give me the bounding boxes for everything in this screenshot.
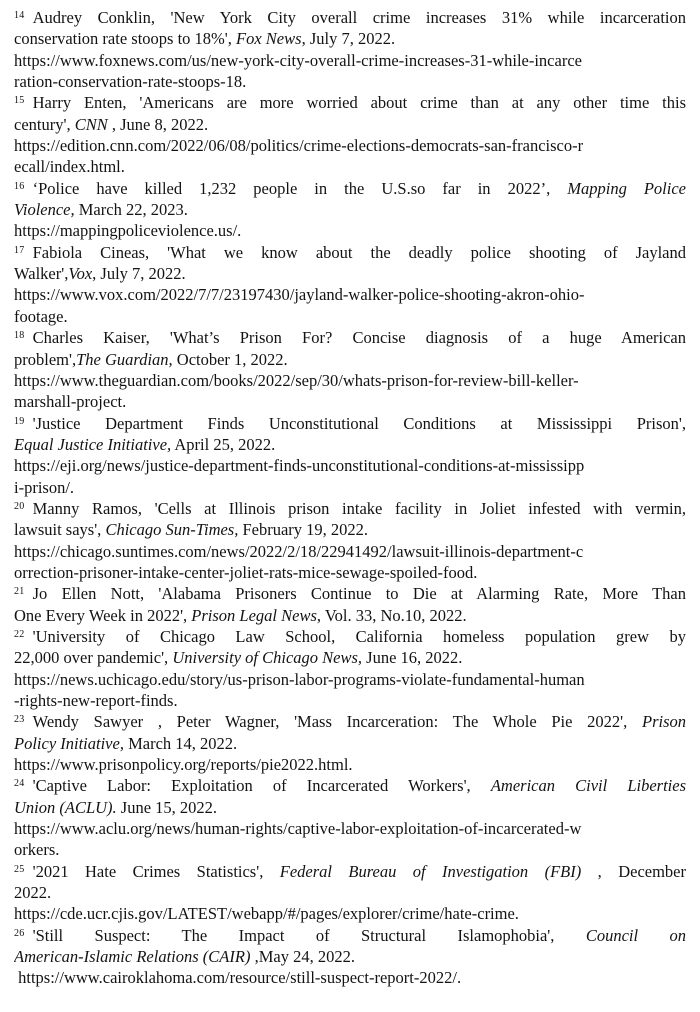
footnote-number: 26 <box>14 927 25 939</box>
citation-source-italic: Prison <box>641 712 686 732</box>
footnote-line <box>14 797 686 818</box>
footnote-first-line <box>14 711 686 732</box>
footnote-19 <box>14 413 686 498</box>
citation-text: June 15, 2022. <box>116 797 218 817</box>
citation-text: April 25, 2022. <box>171 434 276 454</box>
citation-url-text: https://www.cairoklahoma.com/resource/still-suspect-report-2022/. <box>14 968 462 988</box>
citation-source-italic: Equal Justice Initiative, <box>14 434 172 454</box>
footnote-line <box>14 946 686 967</box>
footnote-first-line <box>14 925 686 946</box>
citation-source-italic: CNN <box>74 114 108 134</box>
citation-url-text: https://www.prisonpolicy.org/reports/pie2022.html. <box>14 755 353 775</box>
footnote-line <box>14 690 686 711</box>
citation-text: Audrey Conklin, 'New York City overall crime increases 31% while incarceration <box>32 8 686 27</box>
footnote-first-line <box>14 92 686 113</box>
citation-text: February 19, 2022. <box>238 520 369 540</box>
citation-text: -rights-new-report-finds. <box>14 691 178 710</box>
citation-url-text: https://www.vox.com/2022/7/7/23197430/jayland-walker-police-shooting-akron-ohio- <box>14 285 585 305</box>
citation-text: lawsuit says', <box>14 520 106 540</box>
footnote-number: 22 <box>14 628 25 640</box>
citation-text: 'University of Chicago Law School, California homeless population grew by <box>32 626 686 646</box>
footnote-first-line <box>14 327 686 348</box>
footnote-line <box>14 733 686 754</box>
footnote-url-line <box>14 903 686 924</box>
footnote-number: 15 <box>14 95 25 107</box>
citation-source-italic: Policy Initiative, <box>14 733 124 753</box>
citation-text: ,May 24, 2022. <box>250 947 355 967</box>
footnote-number: 20 <box>14 500 25 512</box>
footnote-line <box>14 477 686 498</box>
citation-url-text: https://www.foxnews.com/us/new-york-city-overall-crime-increases-31-while-incarce <box>14 50 582 70</box>
footnote-line <box>14 71 686 92</box>
citation-text: Fabiola Cineas, 'What we know about the deadly police shooting of Jayland <box>32 242 686 262</box>
footnote-first-line <box>14 498 686 519</box>
footnote-first-line <box>14 861 686 882</box>
citation-url-text: https://news.uchicago.edu/story/us-prison-labor-programs-violate-fundamental-human <box>14 669 585 689</box>
citation-source-italic: Fox News <box>236 29 302 49</box>
footnote-url-line <box>14 754 686 775</box>
footnote-line <box>14 263 686 284</box>
footnote-number: 19 <box>14 415 25 427</box>
citation-text: One Every Week in 2022', <box>14 605 192 625</box>
citation-url-text: https://cde.ucr.cjis.gov/LATEST/webapp/#/pages/explorer/crime/hate-crime. <box>14 904 519 924</box>
footnote-20 <box>14 498 686 583</box>
footnote-url-line <box>14 818 686 839</box>
footnote-number: 21 <box>14 586 25 598</box>
citation-url-text: https://mappingpoliceviolence.us/. <box>14 221 242 241</box>
footnote-15 <box>14 92 686 177</box>
footnote-17 <box>14 242 686 327</box>
citation-text: 2022. <box>14 883 52 903</box>
footnote-url-line <box>14 541 686 562</box>
citation-text: i-prison/. <box>14 477 75 497</box>
citation-text: Jo Ellen Nott, 'Alabama Prisoners Continue to Die at Alarming Rate, More Than <box>32 584 686 604</box>
footnote-25 <box>14 861 686 925</box>
citation-text: , July 7, 2022. <box>301 29 396 49</box>
citation-text: , July 7, 2022. <box>92 264 186 284</box>
footnote-line <box>14 349 686 370</box>
citation-text: , Vol. 33, No.10, 2022. <box>316 605 467 625</box>
citation-text: century', <box>14 114 75 134</box>
footnote-number: 16 <box>14 180 25 192</box>
citation-source-italic: Chicago Sun-Times, <box>105 520 239 540</box>
footnote-url-line <box>14 284 686 305</box>
footnote-26 <box>14 925 686 989</box>
citation-source-italic: Violence, <box>14 200 75 220</box>
citation-url-text: https://chicago.suntimes.com/news/2022/2/18/22941492/lawsuit-illinois-department-c <box>14 541 584 561</box>
citation-text: March 22, 2023. <box>74 200 188 220</box>
citation-text: 'Captive Labor: Exploitation of Incarcerated Workers', <box>32 776 491 796</box>
footnote-21 <box>14 583 686 626</box>
footnote-line <box>14 647 686 668</box>
citation-url-text: https://www.aclu.org/news/human-rights/captive-labor-exploitation-of-incarcerated-w <box>14 819 582 839</box>
footnote-url-line <box>14 455 686 476</box>
footnote-line <box>14 28 686 49</box>
footnote-number: 18 <box>14 330 25 342</box>
citation-text: 22,000 over pandemic', <box>14 648 173 668</box>
citation-text: ‘Police have killed 1,232 people in the U.S.so far in 2022’, <box>32 178 568 198</box>
footnote-16 <box>14 178 686 242</box>
footnote-url-line <box>14 669 686 690</box>
footnote-line <box>14 519 686 540</box>
citation-text: Manny Ramos, 'Cells at Illinois prison intake facility in Joliet infested with vermin, <box>32 498 686 518</box>
footnote-22 <box>14 626 686 711</box>
citation-source-italic: American-Islamic Relations (CAIR) <box>14 947 251 967</box>
footnote-first-line <box>14 242 686 263</box>
footnote-url-line <box>14 50 686 71</box>
footnote-number: 23 <box>14 714 25 726</box>
footnote-line <box>14 114 686 135</box>
citation-source-italic: Federal Bureau of Investigation (FBI) <box>279 861 582 881</box>
citation-text: Walker', <box>14 264 69 284</box>
citation-source-italic: Council on <box>585 925 686 945</box>
footnote-number: 24 <box>14 778 25 790</box>
citation-url-text: https://eji.org/news/justice-department-finds-unconstitutional-conditions-at-mississipp <box>14 456 585 476</box>
citation-text: March 14, 2022. <box>123 733 238 753</box>
citation-text: Harry Enten, 'Americans are more worried about crime than at any other time this <box>32 93 686 113</box>
footnote-first-line <box>14 583 686 604</box>
citation-source-italic: Vox <box>68 264 93 284</box>
citation-url-text: https://edition.cnn.com/2022/06/08/politics/crime-elections-democrats-san-francisco-r <box>14 136 584 156</box>
footnote-23 <box>14 711 686 775</box>
citation-source-italic: Union (ACLU). <box>14 797 117 817</box>
footnote-line <box>14 562 686 583</box>
footnote-line <box>14 156 686 177</box>
citation-text: 'Still Suspect: The Impact of Structural Islamophobia', <box>32 925 586 945</box>
citation-text: marshall-project. <box>14 392 127 412</box>
citation-source-italic: The Guardian, <box>76 349 173 369</box>
footnote-line <box>14 199 686 220</box>
citation-text: , June 8, 2022. <box>107 114 209 134</box>
citation-source-italic: Prison Legal News <box>191 605 317 625</box>
footnote-url-line <box>14 220 686 241</box>
footnote-14 <box>14 7 686 92</box>
footnote-first-line <box>14 775 686 796</box>
citation-text: Charles Kaiser, 'What’s Prison For? Concise diagnosis of a huge American <box>32 328 686 348</box>
footnote-line <box>14 882 686 903</box>
citation-text: footage. <box>14 306 68 326</box>
citation-text: 'Justice Department Finds Unconstitutional Conditions at Mississippi Prison', <box>32 413 686 433</box>
footnote-line <box>14 434 686 455</box>
citation-text: October 1, 2022. <box>172 349 288 369</box>
citation-url-text: https://www.theguardian.com/books/2022/sep/30/whats-prison-for-review-bill-keller- <box>14 370 579 390</box>
citation-source-italic: Mapping Police <box>567 178 686 198</box>
footnote-first-line <box>14 7 686 28</box>
footnote-url-line <box>14 370 686 391</box>
footnote-number: 14 <box>14 10 25 21</box>
footnote-first-line <box>14 626 686 647</box>
footnote-first-line <box>14 178 686 199</box>
footnote-url-line <box>14 967 686 988</box>
footnote-24 <box>14 775 686 860</box>
footnote-line <box>14 391 686 412</box>
citation-text: ecall/index.html. <box>14 157 125 177</box>
footnote-number: 17 <box>14 244 25 256</box>
footnote-first-line <box>14 413 686 434</box>
footnote-line <box>14 839 686 860</box>
citation-text: Wendy Sawyer , Peter Wagner, 'Mass Incarceration: The Whole Pie 2022', <box>32 712 642 732</box>
citation-text: June 16, 2022. <box>362 648 463 668</box>
footnote-line <box>14 605 686 626</box>
citation-text: ration-conservation-rate-stoops-18. <box>14 72 247 92</box>
citation-text: conservation rate stoops to 18%', <box>14 29 237 49</box>
footnote-number: 25 <box>14 863 25 875</box>
footnote-line <box>14 306 686 327</box>
citation-source-italic: American Civil Liberties <box>490 776 686 796</box>
citation-source-italic: University of Chicago News, <box>172 648 363 668</box>
footnote-url-line <box>14 135 686 156</box>
citation-text: problem', <box>14 349 77 369</box>
citation-text: orrection-prisoner-intake-center-joliet-rats-mice-sewage-spoiled-food. <box>14 562 478 582</box>
citation-text: , December <box>581 861 686 881</box>
citation-text: '2021 Hate Crimes Statistics', <box>32 861 280 881</box>
footnote-18 <box>14 327 686 412</box>
citation-text: orkers. <box>14 840 60 860</box>
